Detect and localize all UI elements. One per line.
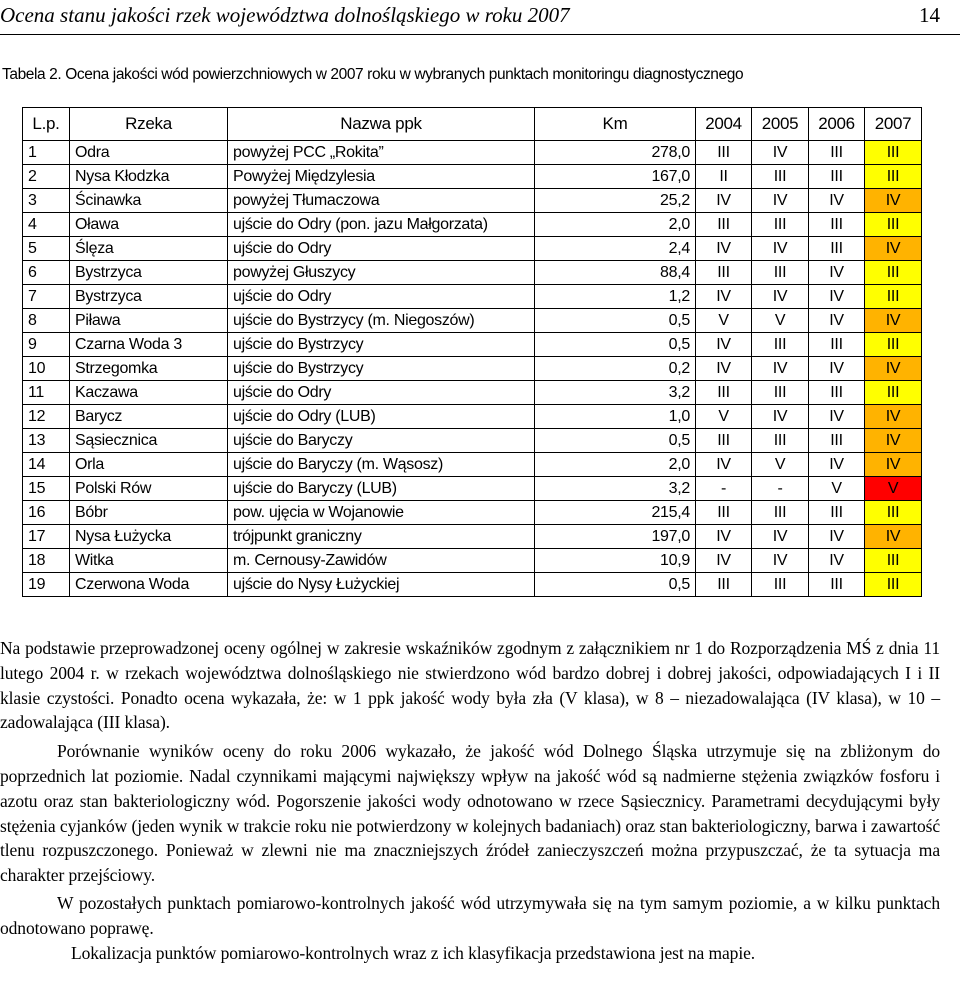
cell-lp: 12 <box>23 405 70 429</box>
cell-lp: 18 <box>23 549 70 573</box>
cell-rzeka: Bystrzyca <box>70 261 228 285</box>
cell-2004: III <box>696 573 752 597</box>
paragraph-3: W pozostałych punktach pomiarowo-kontrolnych jakość wód utrzymywała się na tym samym poziomie, a w kilku punktach odnotowano poprawę. <box>0 892 940 938</box>
cell-lp: 10 <box>23 357 70 381</box>
table-row <box>23 405 922 429</box>
cell-rzeka: Odra <box>70 141 228 165</box>
table-row <box>23 141 922 165</box>
table-row <box>23 429 922 453</box>
table-row <box>23 357 922 381</box>
cell-km: 215,4 <box>535 501 696 525</box>
table-row <box>23 285 922 309</box>
cell-lp: 17 <box>23 525 70 549</box>
cell-rzeka: Ślęza <box>70 237 228 261</box>
cell-rzeka: Bystrzyca <box>70 285 228 309</box>
cell-2006: III <box>809 165 865 189</box>
table-header-row <box>23 108 922 141</box>
cell-km: 88,4 <box>535 261 696 285</box>
cell-2005: V <box>752 453 809 477</box>
cell-2007: IV <box>865 309 922 333</box>
cell-2007: IV <box>865 189 922 213</box>
cell-2004: IV <box>696 357 752 381</box>
table-row <box>23 573 922 597</box>
cell-ppk: m. Cernousy-Zawidów <box>228 549 535 573</box>
table-row <box>23 261 922 285</box>
cell-2006: IV <box>809 549 865 573</box>
cell-rzeka: Czerwona Woda <box>70 573 228 597</box>
cell-2007: III <box>865 165 922 189</box>
table-row <box>23 333 922 357</box>
cell-ppk: ujście do Bystrzycy (m. Niegoszów) <box>228 309 535 333</box>
cell-lp: 9 <box>23 333 70 357</box>
table-row <box>23 381 922 405</box>
cell-ppk: ujście do Odry <box>228 285 535 309</box>
paragraph-1: Na podstawie przeprowadzonej oceny ogólnej w zakresie wskaźników zgodnym z załącznikiem nr 1 do Rozporządzenia MŚ z dnia 11 lutego 2004 r. w rzekach województwa dolnośląskiego nie stwierdzono wód bardzo dobrej i dobrej jakości, odpowiadających I i II klasie czystości. Ponadto ocena wykazała, że: w 1 ppk jakość wody była zła (V klasa), w 8 – niezadowalająca (IV klasa), w 10 – zadowalająca (III klasa). <box>0 638 940 733</box>
cell-lp: 8 <box>23 309 70 333</box>
table-row <box>23 309 922 333</box>
cell-km: 0,2 <box>535 357 696 381</box>
cell-km: 2,0 <box>535 213 696 237</box>
table-row <box>23 549 922 573</box>
paragraph-4: Lokalizacja punktów pomiarowo-kontrolnych wraz z ich klasyfikacja przedstawiona jest na mapie. <box>71 942 756 963</box>
cell-2004: IV <box>696 237 752 261</box>
cell-2006: III <box>809 141 865 165</box>
col-header-lp: L.p. <box>23 108 70 141</box>
cell-rzeka: Sąsiecznica <box>70 429 228 453</box>
col-header-rzeka: Rzeka <box>70 108 228 141</box>
cell-lp: 5 <box>23 237 70 261</box>
table-row <box>23 501 922 525</box>
paragraph-2: Porównanie wyników oceny do roku 2006 wykazało, że jakość wód Dolnego Śląska utrzymuje się na zbliżonym do poprzednich lat poziomie. Nadal czynnikami mającymi największy wpływ na jakość wód są nadmierne stężenia związków fosforu i azotu oraz stan bakteriologiczny wód. Pogorszenie jakości wody odnotowano w rzece Sąsiecznicy. Parametrami decydującymi były stężenia cyjanków (jeden wynik w trakcie roku nie potwierdzony w kolejnych badaniach) oraz stan bakteriologiczny, barwa i zawartość tlenu rozpuszczonego. Ponieważ w zlewni nie ma znaczniejszych źródeł zanieczyszczeń można przypuszczać, że ta sytuacja ma charakter przejściowy. <box>0 741 940 886</box>
col-header-km: Km <box>535 108 696 141</box>
cell-2006: III <box>809 381 865 405</box>
cell-2005: IV <box>752 141 809 165</box>
col-header-ppk: Nazwa ppk <box>228 108 535 141</box>
cell-ppk: ujście do Nysy Łużyckiej <box>228 573 535 597</box>
cell-ppk: powyżej Tłumaczowa <box>228 189 535 213</box>
cell-km: 2,0 <box>535 453 696 477</box>
cell-2005: IV <box>752 189 809 213</box>
cell-lp: 13 <box>23 429 70 453</box>
cell-2007: III <box>865 573 922 597</box>
cell-2006: III <box>809 573 865 597</box>
cell-2006: IV <box>809 309 865 333</box>
cell-2006: IV <box>809 261 865 285</box>
cell-ppk: ujście do Odry <box>228 381 535 405</box>
cell-ppk: powyżej PCC „Rokita” <box>228 141 535 165</box>
cell-lp: 3 <box>23 189 70 213</box>
cell-2004: III <box>696 261 752 285</box>
cell-2007: III <box>865 381 922 405</box>
cell-2004: IV <box>696 525 752 549</box>
cell-km: 25,2 <box>535 189 696 213</box>
cell-2006: IV <box>809 525 865 549</box>
text-body <box>0 636 940 965</box>
cell-2004: - <box>696 477 752 501</box>
cell-2006: IV <box>809 189 865 213</box>
col-header-2007: 2007 <box>865 108 922 141</box>
cell-2007: III <box>865 333 922 357</box>
table-row <box>23 165 922 189</box>
cell-2004: II <box>696 165 752 189</box>
cell-rzeka: Ścinawka <box>70 189 228 213</box>
cell-2005: V <box>752 309 809 333</box>
cell-lp: 16 <box>23 501 70 525</box>
cell-2005: III <box>752 333 809 357</box>
cell-2004: III <box>696 213 752 237</box>
cell-lp: 14 <box>23 453 70 477</box>
cell-2005: IV <box>752 237 809 261</box>
cell-2005: IV <box>752 549 809 573</box>
cell-km: 167,0 <box>535 165 696 189</box>
cell-ppk: ujście do Bystrzycy <box>228 333 535 357</box>
cell-lp: 1 <box>23 141 70 165</box>
cell-lp: 11 <box>23 381 70 405</box>
cell-lp: 6 <box>23 261 70 285</box>
cell-2005: IV <box>752 405 809 429</box>
cell-2004: IV <box>696 333 752 357</box>
cell-2006: III <box>809 429 865 453</box>
cell-2007: V <box>865 477 922 501</box>
cell-km: 2,4 <box>535 237 696 261</box>
cell-2006: III <box>809 501 865 525</box>
cell-km: 0,5 <box>535 309 696 333</box>
cell-2007: IV <box>865 429 922 453</box>
page-number: 14 <box>919 3 940 27</box>
cell-2006: III <box>809 213 865 237</box>
cell-rzeka: Bóbr <box>70 501 228 525</box>
cell-2005: III <box>752 429 809 453</box>
cell-2005: IV <box>752 285 809 309</box>
cell-ppk: ujście do Bystrzycy <box>228 357 535 381</box>
cell-2007: IV <box>865 237 922 261</box>
cell-ppk: Powyżej Międzylesia <box>228 165 535 189</box>
cell-2006: III <box>809 333 865 357</box>
cell-rzeka: Piława <box>70 309 228 333</box>
cell-rzeka: Nysa Kłodzka <box>70 165 228 189</box>
cell-rzeka: Strzegomka <box>70 357 228 381</box>
cell-lp: 19 <box>23 573 70 597</box>
cell-2007: IV <box>865 357 922 381</box>
cell-km: 1,0 <box>535 405 696 429</box>
cell-2006: IV <box>809 285 865 309</box>
cell-km: 10,9 <box>535 549 696 573</box>
cell-km: 0,5 <box>535 333 696 357</box>
cell-2006: V <box>809 477 865 501</box>
cell-2004: IV <box>696 189 752 213</box>
cell-2004: III <box>696 141 752 165</box>
table-row <box>23 213 922 237</box>
cell-2004: V <box>696 309 752 333</box>
cell-2005: IV <box>752 357 809 381</box>
page-header <box>0 0 960 38</box>
cell-2005: - <box>752 477 809 501</box>
cell-km: 1,2 <box>535 285 696 309</box>
cell-km: 197,0 <box>535 525 696 549</box>
cell-2004: III <box>696 429 752 453</box>
cell-2004: IV <box>696 285 752 309</box>
cell-2007: III <box>865 285 922 309</box>
cell-ppk: powyżej Głuszycy <box>228 261 535 285</box>
col-header-2004: 2004 <box>696 108 752 141</box>
cell-ppk: ujście do Odry (LUB) <box>228 405 535 429</box>
cell-rzeka: Witka <box>70 549 228 573</box>
cell-km: 0,5 <box>535 573 696 597</box>
cell-rzeka: Nysa Łużycka <box>70 525 228 549</box>
cell-ppk: pow. ujęcia w Wojanowie <box>228 501 535 525</box>
table-body <box>23 141 922 597</box>
cell-lp: 2 <box>23 165 70 189</box>
cell-2007: III <box>865 261 922 285</box>
cell-rzeka: Polski Rów <box>70 477 228 501</box>
col-header-2005: 2005 <box>752 108 809 141</box>
cell-2005: III <box>752 381 809 405</box>
cell-2006: IV <box>809 357 865 381</box>
cell-2007: III <box>865 549 922 573</box>
cell-2004: V <box>696 405 752 429</box>
cell-km: 278,0 <box>535 141 696 165</box>
cell-ppk: ujście do Odry (pon. jazu Małgorzata) <box>228 213 535 237</box>
table-row <box>23 477 922 501</box>
cell-ppk: ujście do Baryczy <box>228 429 535 453</box>
cell-2007: IV <box>865 525 922 549</box>
cell-2004: IV <box>696 549 752 573</box>
cell-2006: III <box>809 237 865 261</box>
cell-2005: III <box>752 165 809 189</box>
cell-2007: III <box>865 213 922 237</box>
cell-rzeka: Orla <box>70 453 228 477</box>
cell-rzeka: Barycz <box>70 405 228 429</box>
cell-2004: III <box>696 381 752 405</box>
table-row <box>23 453 922 477</box>
cell-ppk: ujście do Baryczy (LUB) <box>228 477 535 501</box>
table-caption: Tabela 2. Ocena jakości wód powierzchniowych w 2007 roku w wybranych punktach monitoringu diagnostycznego <box>2 66 744 83</box>
cell-2004: IV <box>696 453 752 477</box>
running-title: Ocena stanu jakości rzek województwa dolnośląskiego w roku 2007 <box>0 3 570 27</box>
cell-rzeka: Oława <box>70 213 228 237</box>
cell-2004: III <box>696 501 752 525</box>
cell-2005: III <box>752 213 809 237</box>
cell-lp: 15 <box>23 477 70 501</box>
cell-ppk: ujście do Odry <box>228 237 535 261</box>
header-rule <box>0 34 960 35</box>
cell-2005: III <box>752 573 809 597</box>
cell-2007: III <box>865 141 922 165</box>
cell-rzeka: Kaczawa <box>70 381 228 405</box>
cell-km: 3,2 <box>535 477 696 501</box>
cell-2007: IV <box>865 453 922 477</box>
cell-km: 3,2 <box>535 381 696 405</box>
cell-2007: III <box>865 501 922 525</box>
cell-rzeka: Czarna Woda 3 <box>70 333 228 357</box>
cell-2006: IV <box>809 405 865 429</box>
table-row <box>23 189 922 213</box>
cell-ppk: trójpunkt graniczny <box>228 525 535 549</box>
cell-lp: 7 <box>23 285 70 309</box>
cell-2005: III <box>752 501 809 525</box>
table-row <box>23 237 922 261</box>
col-header-2006: 2006 <box>809 108 865 141</box>
cell-km: 0,5 <box>535 429 696 453</box>
cell-2006: IV <box>809 453 865 477</box>
cell-2005: IV <box>752 525 809 549</box>
cell-2005: III <box>752 261 809 285</box>
cell-2007: IV <box>865 405 922 429</box>
cell-ppk: ujście do Baryczy (m. Wąsosz) <box>228 453 535 477</box>
cell-lp: 4 <box>23 213 70 237</box>
table-row <box>23 525 922 549</box>
water-quality-table <box>22 107 922 597</box>
